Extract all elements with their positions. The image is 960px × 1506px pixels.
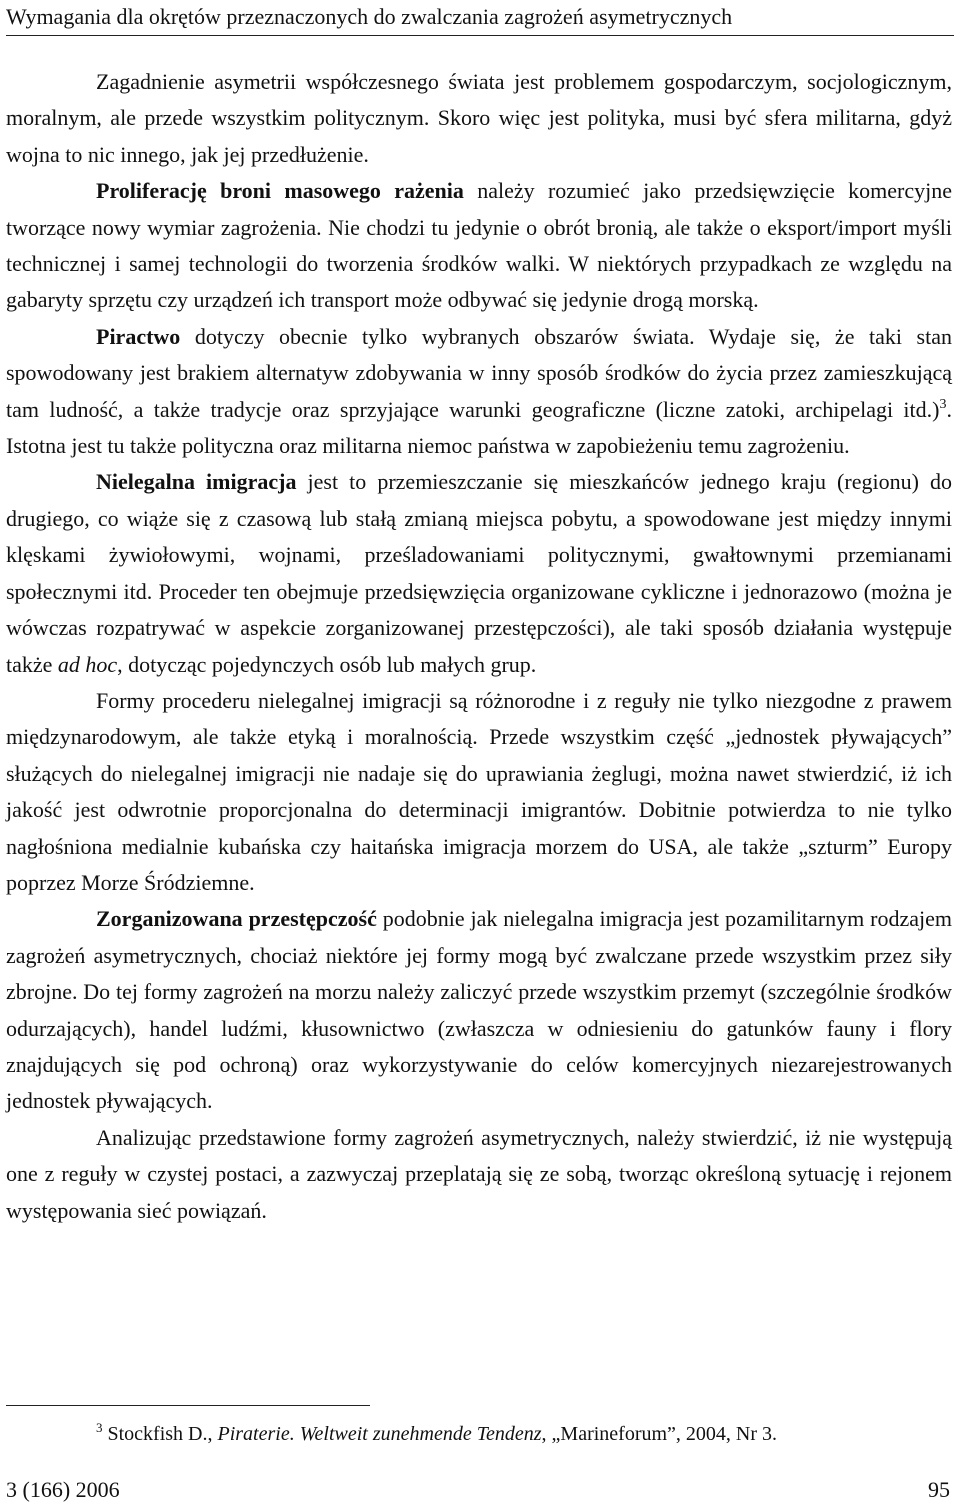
paragraph-3-text-a: dotyczy obecnie tylko wybranych obszarów świata. Wydaje się, że taki stan spowodowany jest brakiem alternatyw zdobywania w inny sposób środków do życia przez zamieszkującą tam ludność, a także tradycje oraz sprzyjające warunki geograficzne (liczne zatoki, archipelagi itd.) [6,323,952,422]
paragraph-4-text-b: , dotycząc pojedynczych osób lub małych grup. [117,651,537,677]
paragraph-3-text-b: . Istotna jest tu także polityczna oraz militarna niemoc państwa w zapobieżeniu temu zagrożeniu. [6,396,952,459]
paragraph-4-text-a: jest to przemieszczanie się mieszkańców jednego kraju (regionu) do drugiego, co wiąże się z czasową lub stałą zmianą miejsca pobytu, a spowodowane jest między innymi klęskami żywiołowymi, wojnami, prześladowaniami politycznymi, gwałtownymi przemianami społecznymi itd. Proceder ten obejmuje przedsięwzięcia organizowane cykliczne i jednorazowo (można je wówczas rozpatrywać w aspekcie zorganizowanej przestępczości), ale taki sposób działania występuje także [6,469,952,677]
footnote-author: Stockfish D., [102,1423,218,1445]
footnote-rest: , „Marineforum”, 2004, Nr 3. [541,1423,778,1445]
footnote-ref-3[interactable]: 3 [939,396,947,412]
paragraph-7-text: Analizując przedstawione formy zagrożeń asymetrycznych, należy stwierdzić, iż nie występują one z reguły w czystej postaci, a zazwyczaj przeplatają się ze sobą, tworząc określoną sytuację i rejonem występowania sieć powiązań. [6,1124,952,1223]
paragraph-3 [6,319,952,465]
term-organized-crime: Zorganizowana przestępczość [96,906,377,932]
header-rule [6,35,954,36]
paragraph-7 [6,1120,952,1229]
paragraph-2 [6,173,952,319]
footnote-3 [96,1421,956,1447]
running-header-title: Wymagania dla okrętów przeznaczonych do zwalczania zagrożeń asymetrycznych [6,4,733,29]
page-number: 95 [928,1477,950,1502]
paragraph-5-text: Formy procederu nielegalnej imigracji są różnorodne i z reguły nie tylko niezgodne z prawem międzynarodowym, ale także etyką i moralnością. Przede wszystkim część „jednostek pływających” służących do nielegalnej imigracji nie nadaje się do uprawiania żeglugi, można nawet stwierdzić, iż ich jakość jest odwrotnie proporcjonalna do determinacji imigrantów. Dobitnie potwierdza to nie tylko nagłośniona medialnie kubańska czy haitańska imigracja morzem do USA, ale także „szturm” Europy poprzez Morze Śródziemne. [6,687,952,895]
footnote-rule [6,1405,370,1406]
article-body [6,64,952,1229]
footnote-title: Piraterie. Weltweit zunehmende Tendenz [217,1423,542,1445]
paragraph-1 [6,64,952,173]
footnote-number: 3 [96,1420,103,1435]
running-header [6,4,954,30]
term-proliferation: Proliferację broni masowego rażenia [96,178,464,204]
paragraph-6 [6,901,952,1119]
term-piracy: Piractwo [96,323,181,349]
issue-number: 3 (166) 2006 [6,1477,120,1502]
paragraph-6-text: podobnie jak nielegalna imigracja jest pozamilitarnym rodzajem zagrożeń asymetrycznych, chociaż niektóre jej formy mogą być zwalczane przede wszystkim przez siły zbrojne. Do tej formy zagrożeń na morzu należy zaliczyć przede wszystkim przemyt (szczególnie środków odurzających), handel ludźmi, kłusownictwo (zwłaszcza w odniesieniu do gatunków fauny i flory znajdujących się pod ochroną) oraz wykorzystywanie do celów komercyjnych niezarejestrowanych jednostek pływających. [6,906,952,1114]
paragraph-5 [6,683,952,901]
ad-hoc-italic: ad hoc [57,651,118,677]
paragraph-1-text: Zagadnienie asymetrii współczesnego świata jest problemem gospodarczym, socjologicznym, moralnym, ale przede wszystkim politycznym. Skoro więc jest polityka, musi być sfera militarna, gdyż wojna to nic innego, jak jej przedłużenie. [6,69,952,167]
term-illegal-immigration: Nielegalna imigracja [96,469,297,495]
paragraph-2-text: należy rozumieć jako przedsięwzięcie komercyjne tworzące nowy wymiar zagrożenia. Nie chodzi tu jedynie o obrót bronią, ale także o eksport/import myśli technicznej i samej technologii do tworzenia środków walki. W niektórych przypadkach ze względu na gabaryty sprzętu czy urządzeń ich transport może odbywać się jedynie drogą morską. [6,178,953,313]
paragraph-4 [6,464,952,682]
